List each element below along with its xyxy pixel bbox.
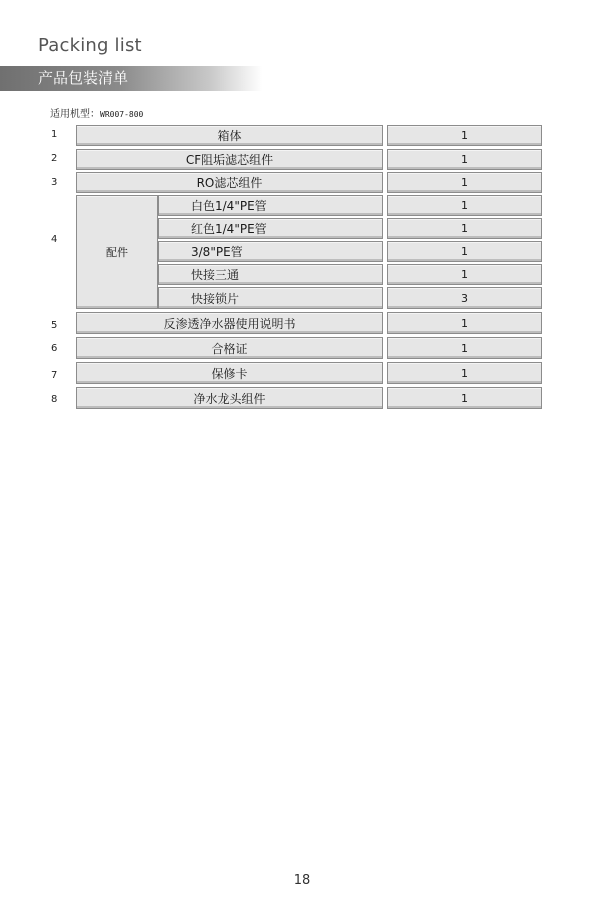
quantity-cell: 1 [387, 387, 542, 409]
row-number: 1 [51, 129, 58, 140]
quantity-cell: 1 [387, 312, 542, 334]
row-number: 8 [51, 394, 58, 405]
accessory-item-cell: 快接三通 [158, 264, 383, 285]
accessory-item-cell: 红色1/4"PE管 [158, 218, 383, 239]
accessories-group-cell: 配件 [76, 195, 158, 309]
quantity-cell: 1 [387, 149, 542, 170]
accessory-item-cell: 快接锁片 [158, 287, 383, 309]
item-name-cell: 箱体 [76, 125, 383, 146]
quantity-cell: 1 [387, 218, 542, 239]
item-name-cell: 净水龙头组件 [76, 387, 383, 409]
item-name-cell: CF阻垢滤芯组件 [76, 149, 383, 170]
quantity-cell: 1 [387, 195, 542, 216]
applicable-model [50, 105, 143, 120]
row-number: 4 [51, 234, 58, 245]
row-number: 2 [51, 153, 58, 164]
row-number: 3 [51, 177, 58, 188]
page-title-en: Packing list [38, 35, 142, 56]
item-name-cell: 反渗透净水器使用说明书 [76, 312, 383, 334]
model-label: 适用机型： [50, 109, 100, 120]
model-code: WR007-800 [100, 110, 144, 119]
row-number: 7 [51, 370, 58, 381]
quantity-cell: 3 [387, 287, 542, 309]
row-number: 5 [51, 320, 58, 331]
item-name-cell: 合格证 [76, 337, 383, 359]
accessory-item-cell: 3/8"PE管 [158, 241, 383, 262]
item-name-cell: RO滤芯组件 [76, 172, 383, 193]
quantity-cell: 1 [387, 264, 542, 285]
quantity-cell: 1 [387, 125, 542, 146]
row-number: 6 [51, 343, 58, 354]
page-number: 18 [293, 873, 311, 888]
quantity-cell: 1 [387, 241, 542, 262]
page-title-zh: 产品包装清单 [38, 69, 129, 87]
quantity-cell: 1 [387, 172, 542, 193]
item-name-cell: 保修卡 [76, 362, 383, 384]
quantity-cell: 1 [387, 337, 542, 359]
accessory-item-cell: 白色1/4"PE管 [158, 195, 383, 216]
quantity-cell: 1 [387, 362, 542, 384]
